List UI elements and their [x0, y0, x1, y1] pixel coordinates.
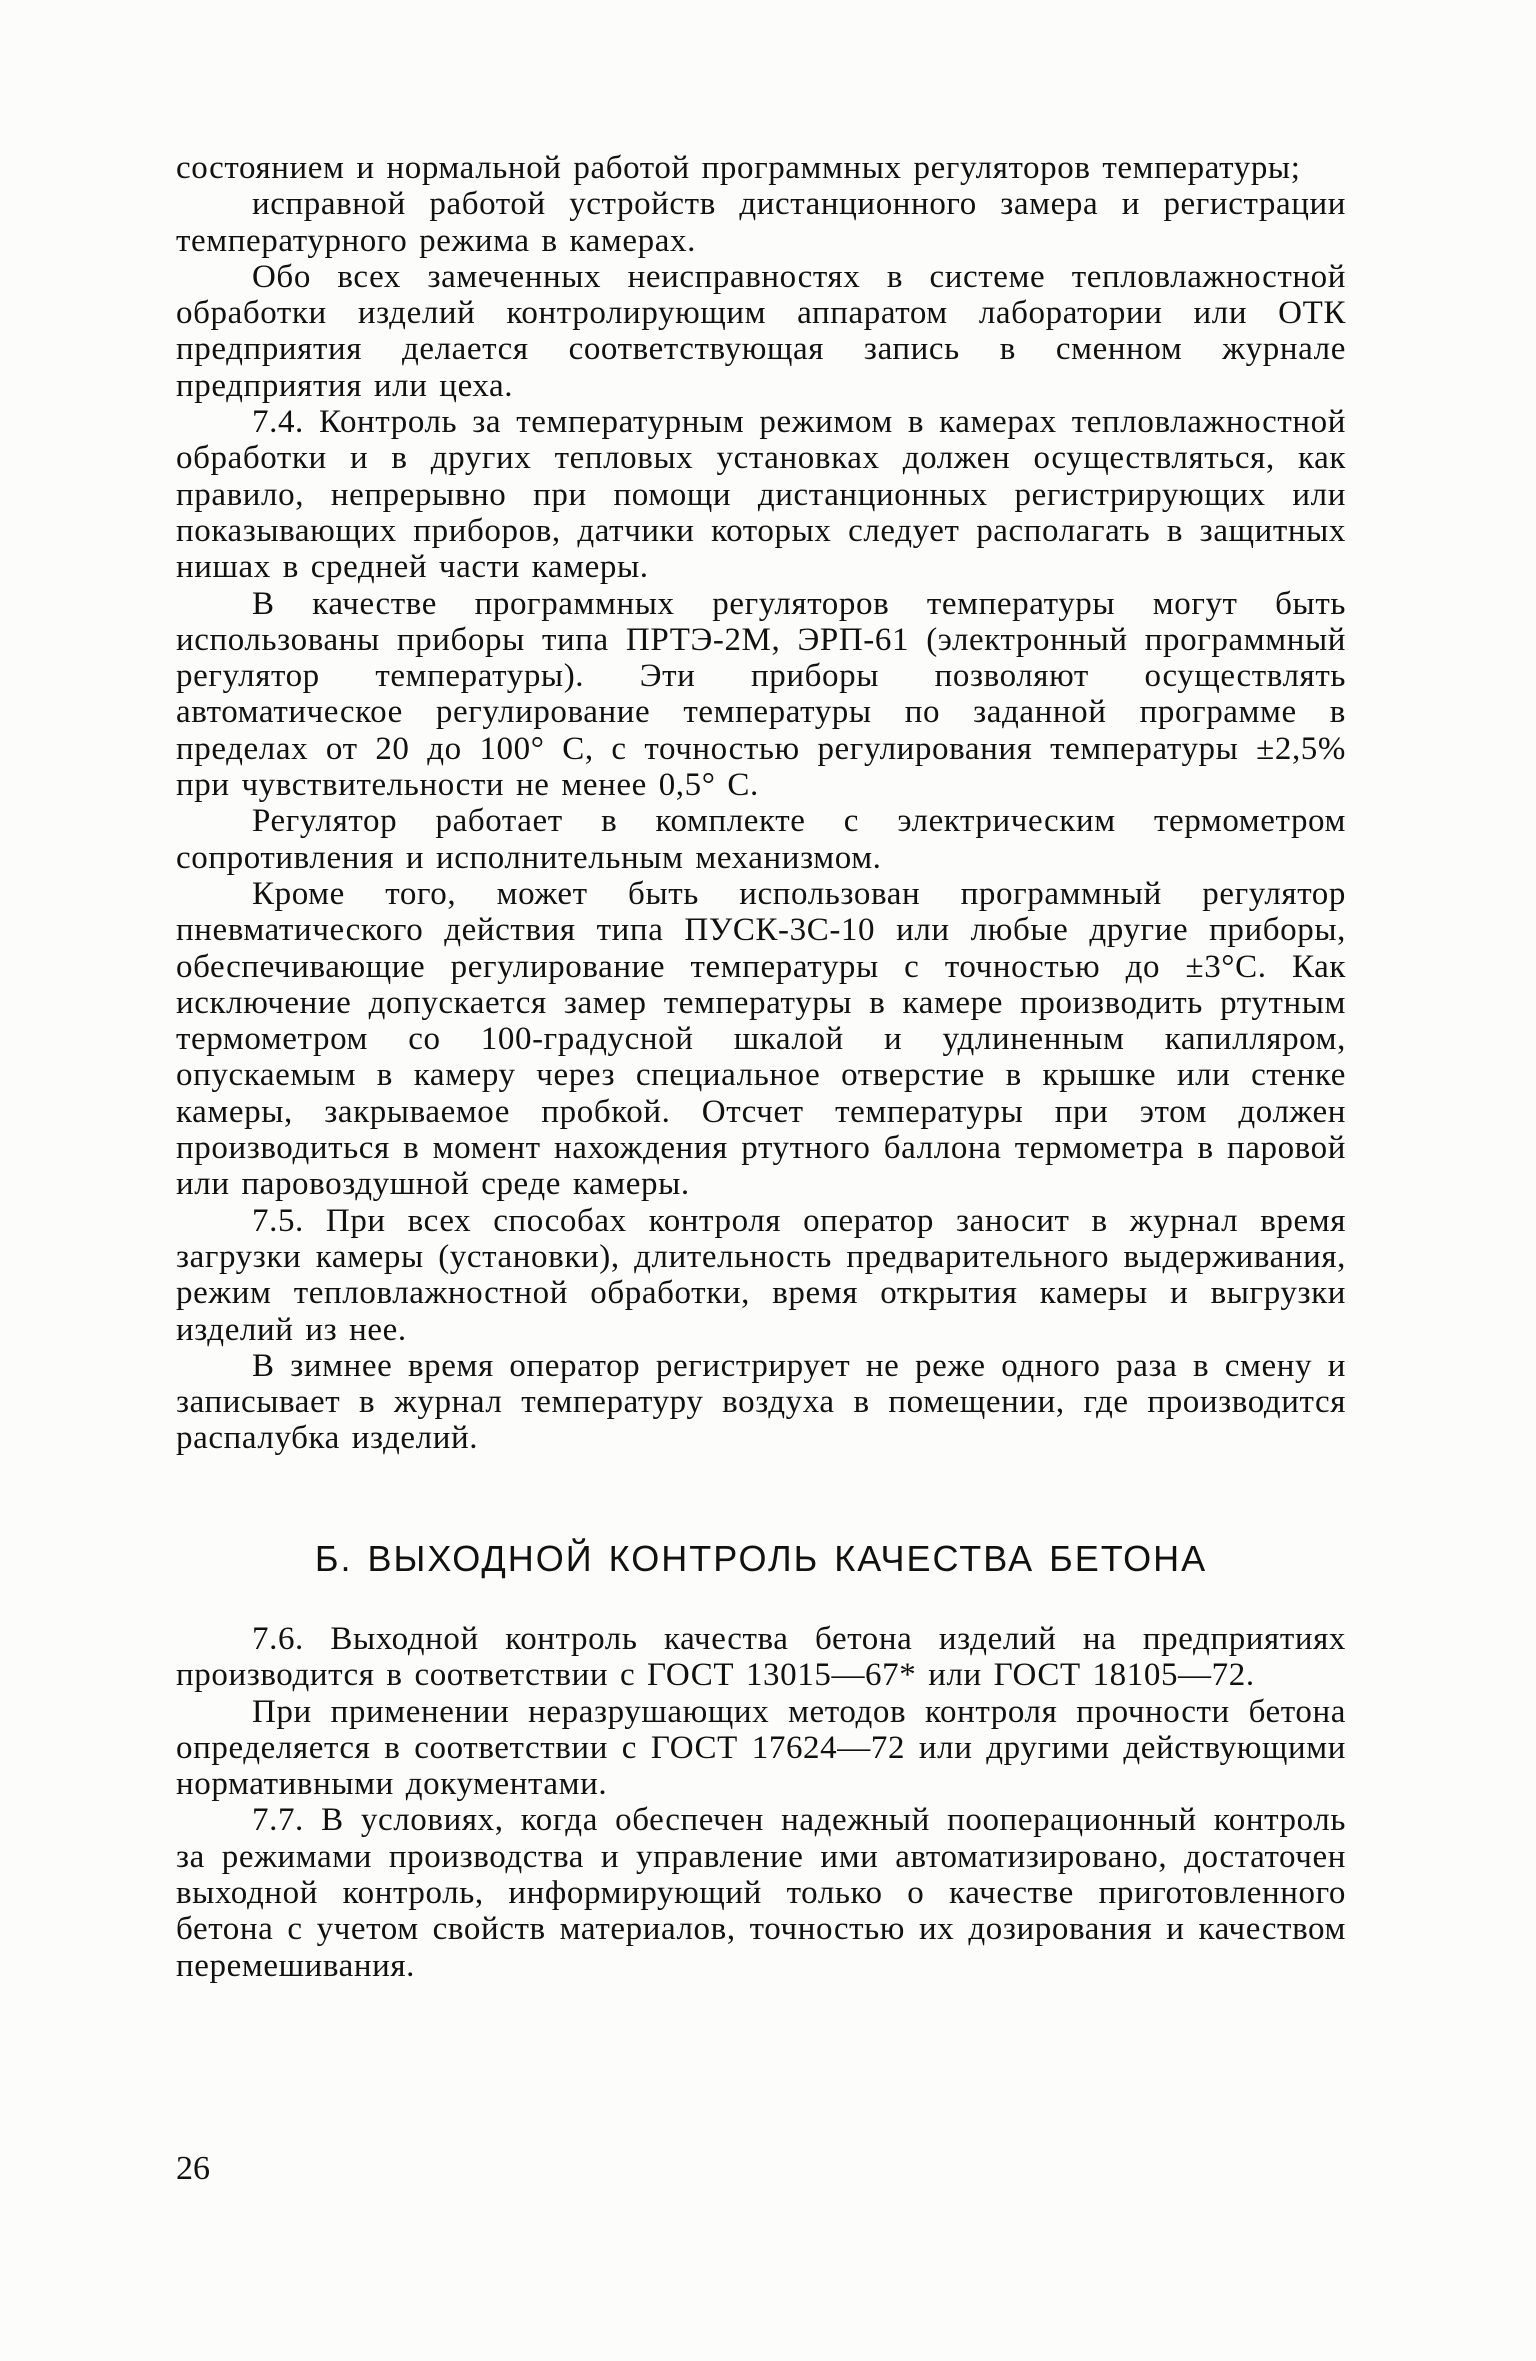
page-text — [176, 150, 1346, 1984]
paragraph-6: Регулятор работает в комплекте с электрическим термометром сопротивления и исполнительным механизмом. — [176, 803, 1346, 876]
paragraph-5: В качестве программных регуляторов температуры могут быть использованы приборы типа ПРТЭ-2М, ЭРП-61 (электронный программный регулятор температуры). Эти приборы позволяют осуществлять автоматическое регулирование температуры по заданной программе в пределах от 20 до 100° С, с точностью регулирования температуры ±2,5% при чувствительности не менее 0,5° С. — [176, 585, 1346, 804]
page-number: 26 — [176, 2150, 210, 2187]
paragraph-1: состоянием и нормальной работой программных регуляторов температуры; — [176, 150, 1301, 186]
paragraph-9: В зимнее время оператор регистрирует не реже одного раза в смену и записывает в журнал температуру воздуха в помещении, где производится распалубка изделий. — [176, 1347, 1346, 1457]
section-heading: Б. ВЫХОДНОЙ КОНТРОЛЬ КАЧЕСТВА БЕТОНА — [314, 1537, 1208, 1579]
paragraph-7-4: 7.4. Контроль за температурным режимом в камерах тепловлажностной обработки и в других тепловых установках должен осуществляться, как правило, непрерывно при помощи дистанционных регистрирующих или показывающих приборов, датчики которых следует располагать в защитных нишах в средней части камеры. — [176, 404, 1346, 586]
paragraph-7-6: 7.6. Выходной контроль качества бетона изделий на предприятиях производится в соответствии с ГОСТ 13015—67* или ГОСТ 18105—72. — [176, 1620, 1346, 1694]
paragraph-7-5: 7.5. При всех способах контроля оператор заносит в журнал время загрузки камеры (установки), длительность предварительного выдерживания, режим тепловлажностной обработки, время открытия камеры и выгрузки изделий из нее. — [176, 1202, 1346, 1348]
paragraph-7-7: 7.7. В условиях, когда обеспечен надежный пооперационный контроль за режимами производства и управление ими автоматизировано, достаточен выходной контроль, информирующий только о качестве приготовленного бетона с учетом свойств материалов, точностью их дозирования и качеством перемешивания. — [176, 1802, 1346, 1984]
paragraph-2: исправной работой устройств дистанционного замера и регистрации температурного режима в камерах. — [176, 186, 1346, 259]
paragraph-7: Кроме того, может быть использован программный регулятор пневматического действия типа ПУСК-3С-10 или любые другие приборы, обеспечивающие регулирование температуры с точностью до ±3°С. Как исключение допускается замер температуры в камере производить ртутным термометром со 100-градусной шкалой и удлиненным капилляром, опускаемым в камеру через специальное отверстие в крышке или стенке камеры, закрываемое пробкой. Отсчет температуры при этом должен производиться в момент нахождения ртутного баллона термометра в паровой или паровоздушной среде камеры. — [176, 875, 1346, 1203]
paragraph-11: При применении неразрушающих методов контроля прочности бетона определяется в соответствии с ГОСТ 17624—72 или другими действующими нормативными документами. — [176, 1693, 1346, 1803]
paragraph-3: Обо всех замеченных неисправностях в системе тепловлажностной обработки изделий контролирующим аппаратом лаборатории или ОТК предприятия делается соответствующая запись в сменном журнале предприятия или цеха. — [176, 258, 1346, 404]
